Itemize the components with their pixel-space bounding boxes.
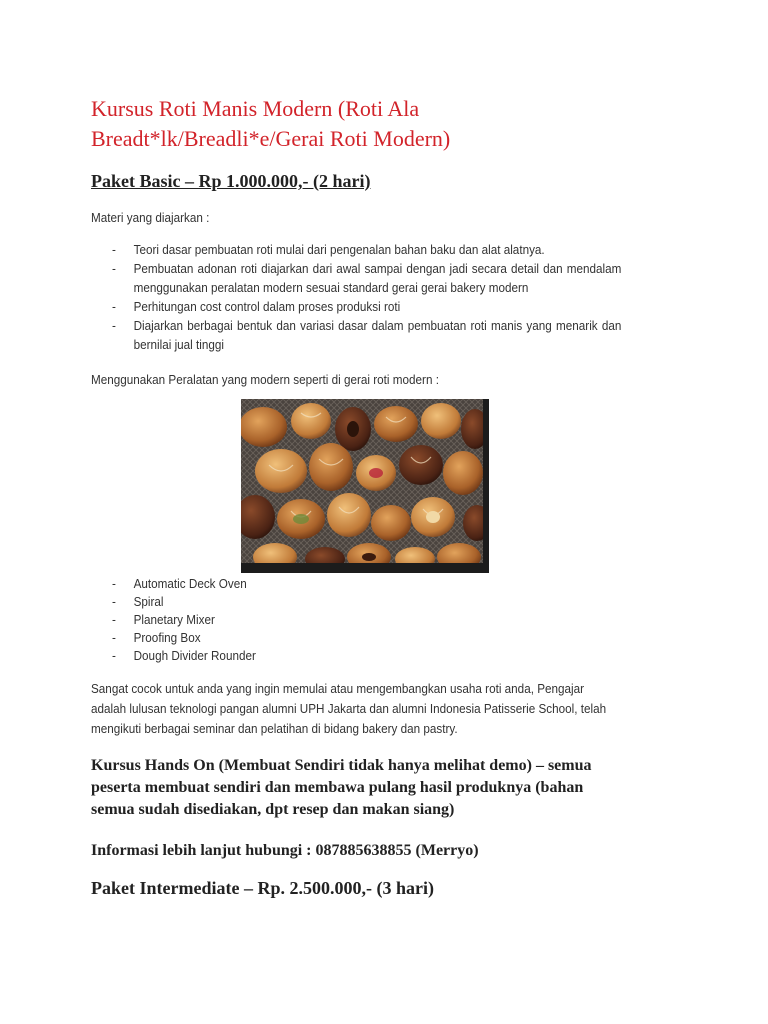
contact-info: Informasi lebih lanjut hubungi : 087885638855 (Merryo) — [91, 842, 479, 859]
bread-photo — [241, 399, 483, 563]
dash-bullet: - — [112, 318, 116, 333]
peralatan-label: Menggunakan Peralatan yang modern seperti di gerai roti modern : — [91, 372, 439, 387]
dash-bullet: - — [112, 594, 116, 609]
title-line-1: Kursus Roti Manis Modern (Roti Ala — [91, 96, 420, 121]
list-item-text: Teori dasar pembuatan roti mulai dari pengenalan bahan baku dan alat alatnya. — [133, 242, 545, 257]
dash-bullet: - — [112, 261, 116, 276]
page-title — [91, 94, 691, 154]
list-item — [112, 259, 621, 297]
list-item — [112, 316, 621, 354]
dash-bullet: - — [112, 242, 116, 257]
list-item-text: Diajarkan berbagai bentuk dan variasi dasar dalam pembuatan roti manis yang menarik dan bernilai jual tinggi — [133, 318, 622, 352]
list-item — [112, 240, 621, 259]
list-item — [112, 575, 472, 593]
list-item — [112, 593, 472, 611]
dash-bullet: - — [112, 630, 116, 645]
list-item — [112, 611, 472, 629]
bread-photo-illustration — [241, 399, 483, 563]
intermediate-package-heading: Paket Intermediate – Rp. 2.500.000,- (3 hari) — [91, 878, 434, 898]
list-item — [112, 647, 472, 665]
hands-on-line-3: semua sudah disediakan, dpt resep dan makan siang) — [91, 801, 455, 818]
list-item-text: Pembuatan adonan roti diajarkan dari awal sampai dengan jadi secara detail dan mendalam menggunakan peralatan modern sesuai standard gerai gerai bakery modern — [133, 261, 622, 295]
materi-label: Materi yang diajarkan : — [91, 210, 210, 225]
hands-on-heading — [91, 755, 691, 821]
hands-on-line-1: Kursus Hands On (Membuat Sendiri tidak hanya melihat demo) – semua — [91, 757, 592, 774]
title-line-2: Breadt*lk/Breadli*e/Gerai Roti Modern) — [91, 126, 451, 151]
bread-photo-frame — [241, 399, 489, 573]
list-item-text: Dough Divider Rounder — [133, 648, 256, 663]
course-description: Sangat cocok untuk anda yang ingin memulai atau mengembangkan usaha roti anda, Pengajar adalah lulusan teknologi pangan alumni UPH Jakarta dan alumni Indonesia Patisserie School, telah mengikuti berbagai seminar dan pelatihan di bidang bakery dan pastry. — [91, 681, 607, 736]
dash-bullet: - — [112, 576, 116, 591]
list-item-text: Planetary Mixer — [133, 612, 215, 627]
hands-on-line-2: peserta membuat sendiri dan membawa pulang hasil produknya (bahan — [91, 779, 584, 796]
dash-bullet: - — [112, 648, 116, 663]
list-item-text: Spiral — [133, 594, 164, 609]
basic-package-heading: Paket Basic – Rp 1.000.000,- (2 hari) — [91, 171, 371, 191]
list-item-text: Perhitungan cost control dalam proses produksi roti — [133, 299, 401, 314]
equipment-list — [112, 575, 472, 665]
materi-list — [112, 240, 621, 354]
list-item — [112, 297, 621, 316]
dash-bullet: - — [112, 612, 116, 627]
dash-bullet: - — [112, 299, 116, 314]
list-item — [112, 629, 472, 647]
list-item-text: Automatic Deck Oven — [133, 576, 247, 591]
list-item-text: Proofing Box — [133, 630, 201, 645]
